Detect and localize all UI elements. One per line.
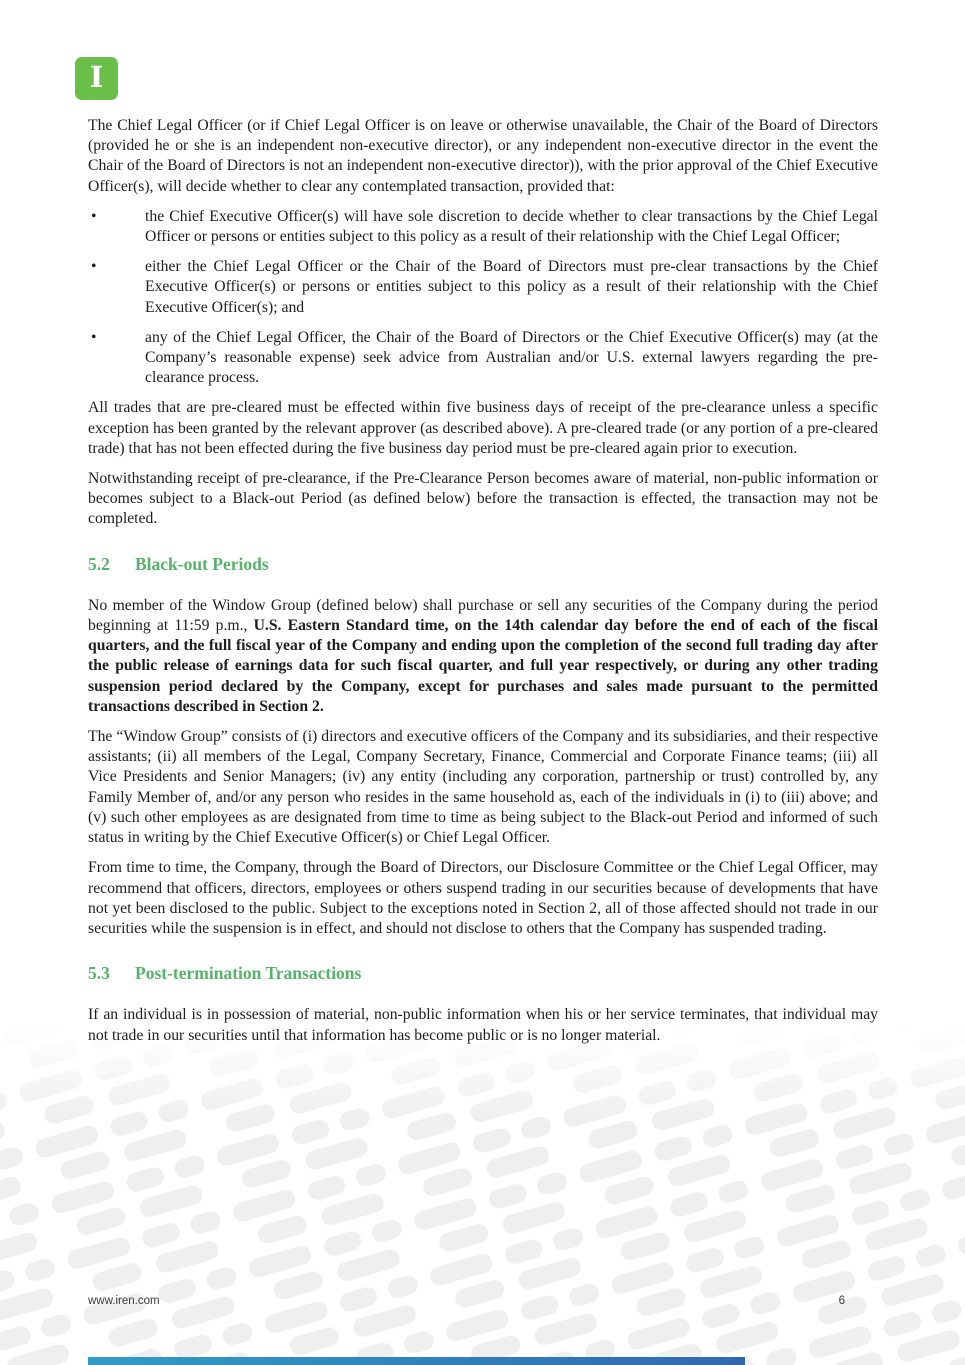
- paragraph-window-group: The “Window Group” consists of (i) directors and executive officers of the Company and its subsidiaries, and their respective assistants; (ii) all members of the Legal, Company Secretary, Finance, Commercial and Corporate Finance teams; (iii) all Vice Presidents and Senior Managers; (iv) any entity (including any corporation, partnership or trust) controlled by, any Family Member of, and/or any person who resides in the same household as, each of the individuals in (i) to (iii) above; and (v) such other employees as are designated from time to time as being subject to the Black-out Period and informed of such status in writing by the Chief Executive Officer(s) or Chief Legal Officer.: [88, 728, 878, 847]
- bullet-item-external-lawyers: [88, 328, 878, 389]
- blackout-normal-text: No member of the Window Group (defined below) shall purchase or sell any securities of the Company during the period beginning at 11:59 p.m.,: [88, 596, 878, 635]
- paragraph-trades-effected: All trades that are pre-cleared must be effected within five business days of receipt of the pre-clearance unless a specific exception has been granted by the relevant approver (as described above). A pre-cleared trade (or any portion of a pre-cleared trade) that has not been effected during the five business day period must be pre-cleared again prior to execution.: [88, 399, 878, 457]
- background-dash-pattern: [0, 1025, 965, 1365]
- bullet-icon: •: [91, 328, 97, 346]
- blackout-bold-text: U.S. Eastern Standard time, on the 14th calendar day before the end of each of the fiscal quarters, and the full fiscal year of the Company and ending upon the completion of the second full trading day after the public release of earnings data for such fiscal quarter, and full year respectively, or during any other trading suspension period declared by the Company, except for purchases and sales made pursuant to the permitted transactions described in Section 2.: [88, 617, 878, 715]
- section-number: 5.2: [88, 553, 110, 574]
- bullet-text: either the Chief Legal Officer or the Chair of the Board of Directors must pre-clear transactions by the Chief Executive Officer(s) or persons or entities subject to this policy as a result of their relationship with the Chief Executive Officer(s); and: [145, 258, 878, 316]
- paragraph-blackout-period: [88, 596, 878, 717]
- bullet-list: [88, 207, 878, 389]
- logo-letter: I: [89, 60, 104, 94]
- bullet-text: the Chief Executive Officer(s) will have sole discretion to decide whether to clear transactions by the Chief Legal Officer or persons or entities subject to this policy as a result of their relationship with the Chief Legal Officer;: [145, 207, 878, 246]
- section-heading-5-2: [88, 554, 878, 574]
- bottom-accent-bar: [88, 1357, 745, 1365]
- paragraph-from-time-to-time: From time to time, the Company, through the Board of Directors, our Disclosure Committee or the Chief Legal Officer, may recommend that officers, directors, employees or others suspend trading in our securities because of developments that have not yet been disclosed to the public. Subject to the exceptions noted in Section 2, all of those affected should not trade in our securities while the suspension is in effect, and should not disclose to others that the Company has suspended trading.: [88, 859, 878, 937]
- iren-logo: [75, 57, 118, 100]
- bullet-icon: •: [91, 207, 97, 225]
- paragraph-notwithstanding: Notwithstanding receipt of pre-clearance, if the Pre-Clearance Person becomes aware of material, non-public information or becomes subject to a Black-out Period (as defined below) before the transaction is effected, the transaction may not be completed.: [88, 470, 878, 528]
- paragraph-post-termination: If an individual is in possession of material, non-public information when his or her service terminates, that individual may not trade in our securities until that information has become public or is no longer material.: [88, 1006, 878, 1044]
- bullet-item-ceo-discretion: [88, 207, 878, 247]
- page-footer: [88, 1295, 845, 1307]
- section-number: 5.3: [88, 963, 110, 984]
- section-heading-5-3: [88, 963, 878, 983]
- bullet-item-clo-chair-preclear: [88, 257, 878, 318]
- section-title: Post-termination Transactions: [135, 963, 362, 984]
- bullet-text: any of the Chief Legal Officer, the Chair of the Board of Directors or the Chief Executive Officer(s) may (at the Company’s reasonable expense) seek advice from Australian and/or U.S. external lawyers regarding the pre-clearance process.: [145, 328, 878, 387]
- section-title: Black-out Periods: [135, 553, 269, 574]
- document-body: [88, 116, 878, 1056]
- paragraph-pre-clearance-intro: The Chief Legal Officer (or if Chief Legal Officer is on leave or otherwise unavailable, the Chair of the Board of Directors (provided he or she is an independent non-executive director), or any independent non-executive director in the event the Chair of the Board of Directors is not an independent non-executive director)), with the prior approval of the Chief Executive Officer(s), will decide whether to clear any contemplated transaction, provided that:: [88, 117, 878, 195]
- footer-url-link[interactable]: www.iren.com: [88, 1295, 160, 1307]
- footer-page-number: 6: [838, 1295, 845, 1307]
- bullet-icon: •: [91, 258, 97, 276]
